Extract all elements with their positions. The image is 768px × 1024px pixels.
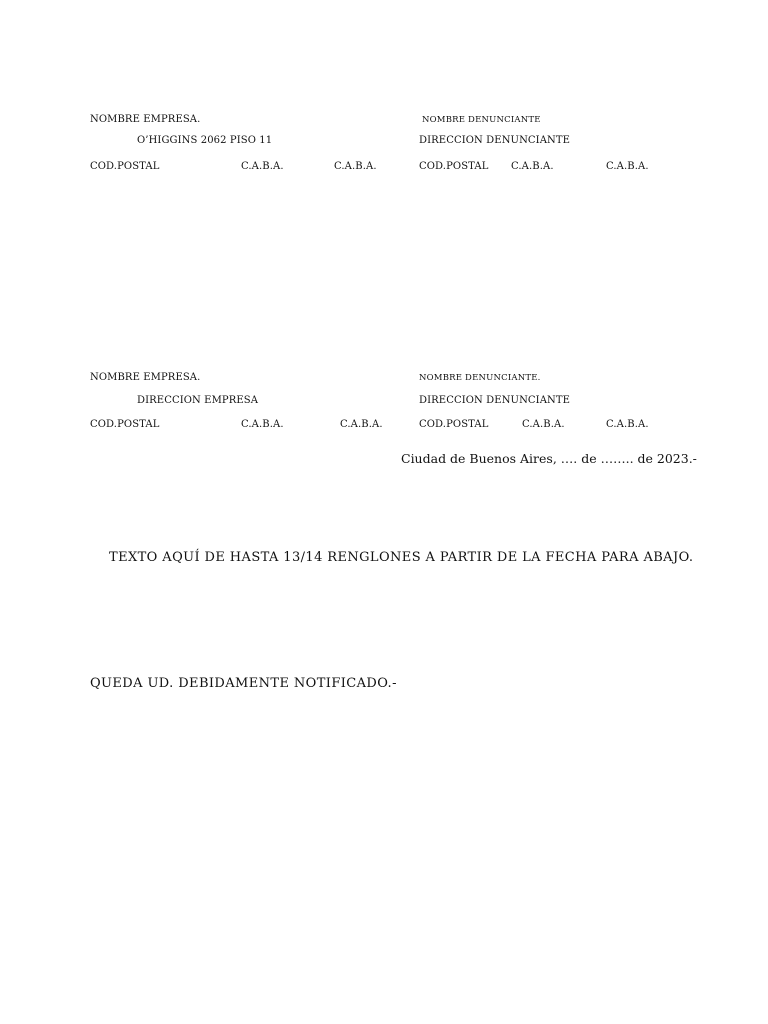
block2-sender-name: NOMBRE EMPRESA.: [90, 372, 201, 383]
body-placeholder: TEXTO AQUÍ DE HASTA 13/14 RENGLONES A PARTIR DE LA FECHA PARA ABAJO.: [109, 550, 694, 565]
block2-recipient-address: DIRECCION DENUNCIANTE: [419, 395, 571, 406]
block2-recipient-postal: COD.POSTAL: [419, 419, 489, 430]
date-line: Ciudad de Buenos Aires, …. de …….. de 2023.-: [401, 451, 697, 466]
block2-sender-province: C.A.B.A.: [340, 419, 383, 430]
block1-recipient-address: DIRECCION DENUNCIANTE: [419, 135, 571, 146]
block1-recipient-province: C.A.B.A.: [606, 161, 649, 172]
block2-recipient-name: NOMBRE DENUNCIANTE.: [419, 373, 541, 383]
block1-recipient-postal: COD.POSTAL: [419, 161, 489, 172]
block1-sender-address: O’HIGGINS 2062 PISO 11: [137, 135, 273, 146]
block2-recipient-city: C.A.B.A.: [522, 419, 565, 430]
block1-recipient-name: NOMBRE DENUNCIANTE: [422, 115, 541, 125]
block2-sender-postal: COD.POSTAL: [90, 419, 160, 430]
block1-sender-city: C.A.B.A.: [241, 161, 284, 172]
block1-sender-postal: COD.POSTAL: [90, 161, 160, 172]
block2-sender-address: DIRECCION EMPRESA: [137, 395, 259, 406]
block2-sender-city: C.A.B.A.: [241, 419, 284, 430]
block1-sender-name: NOMBRE EMPRESA.: [90, 114, 201, 125]
block1-sender-province: C.A.B.A.: [334, 161, 377, 172]
block2-recipient-province: C.A.B.A.: [606, 419, 649, 430]
closing-line: QUEDA UD. DEBIDAMENTE NOTIFICADO.-: [90, 676, 397, 691]
block1-recipient-city: C.A.B.A.: [511, 161, 554, 172]
